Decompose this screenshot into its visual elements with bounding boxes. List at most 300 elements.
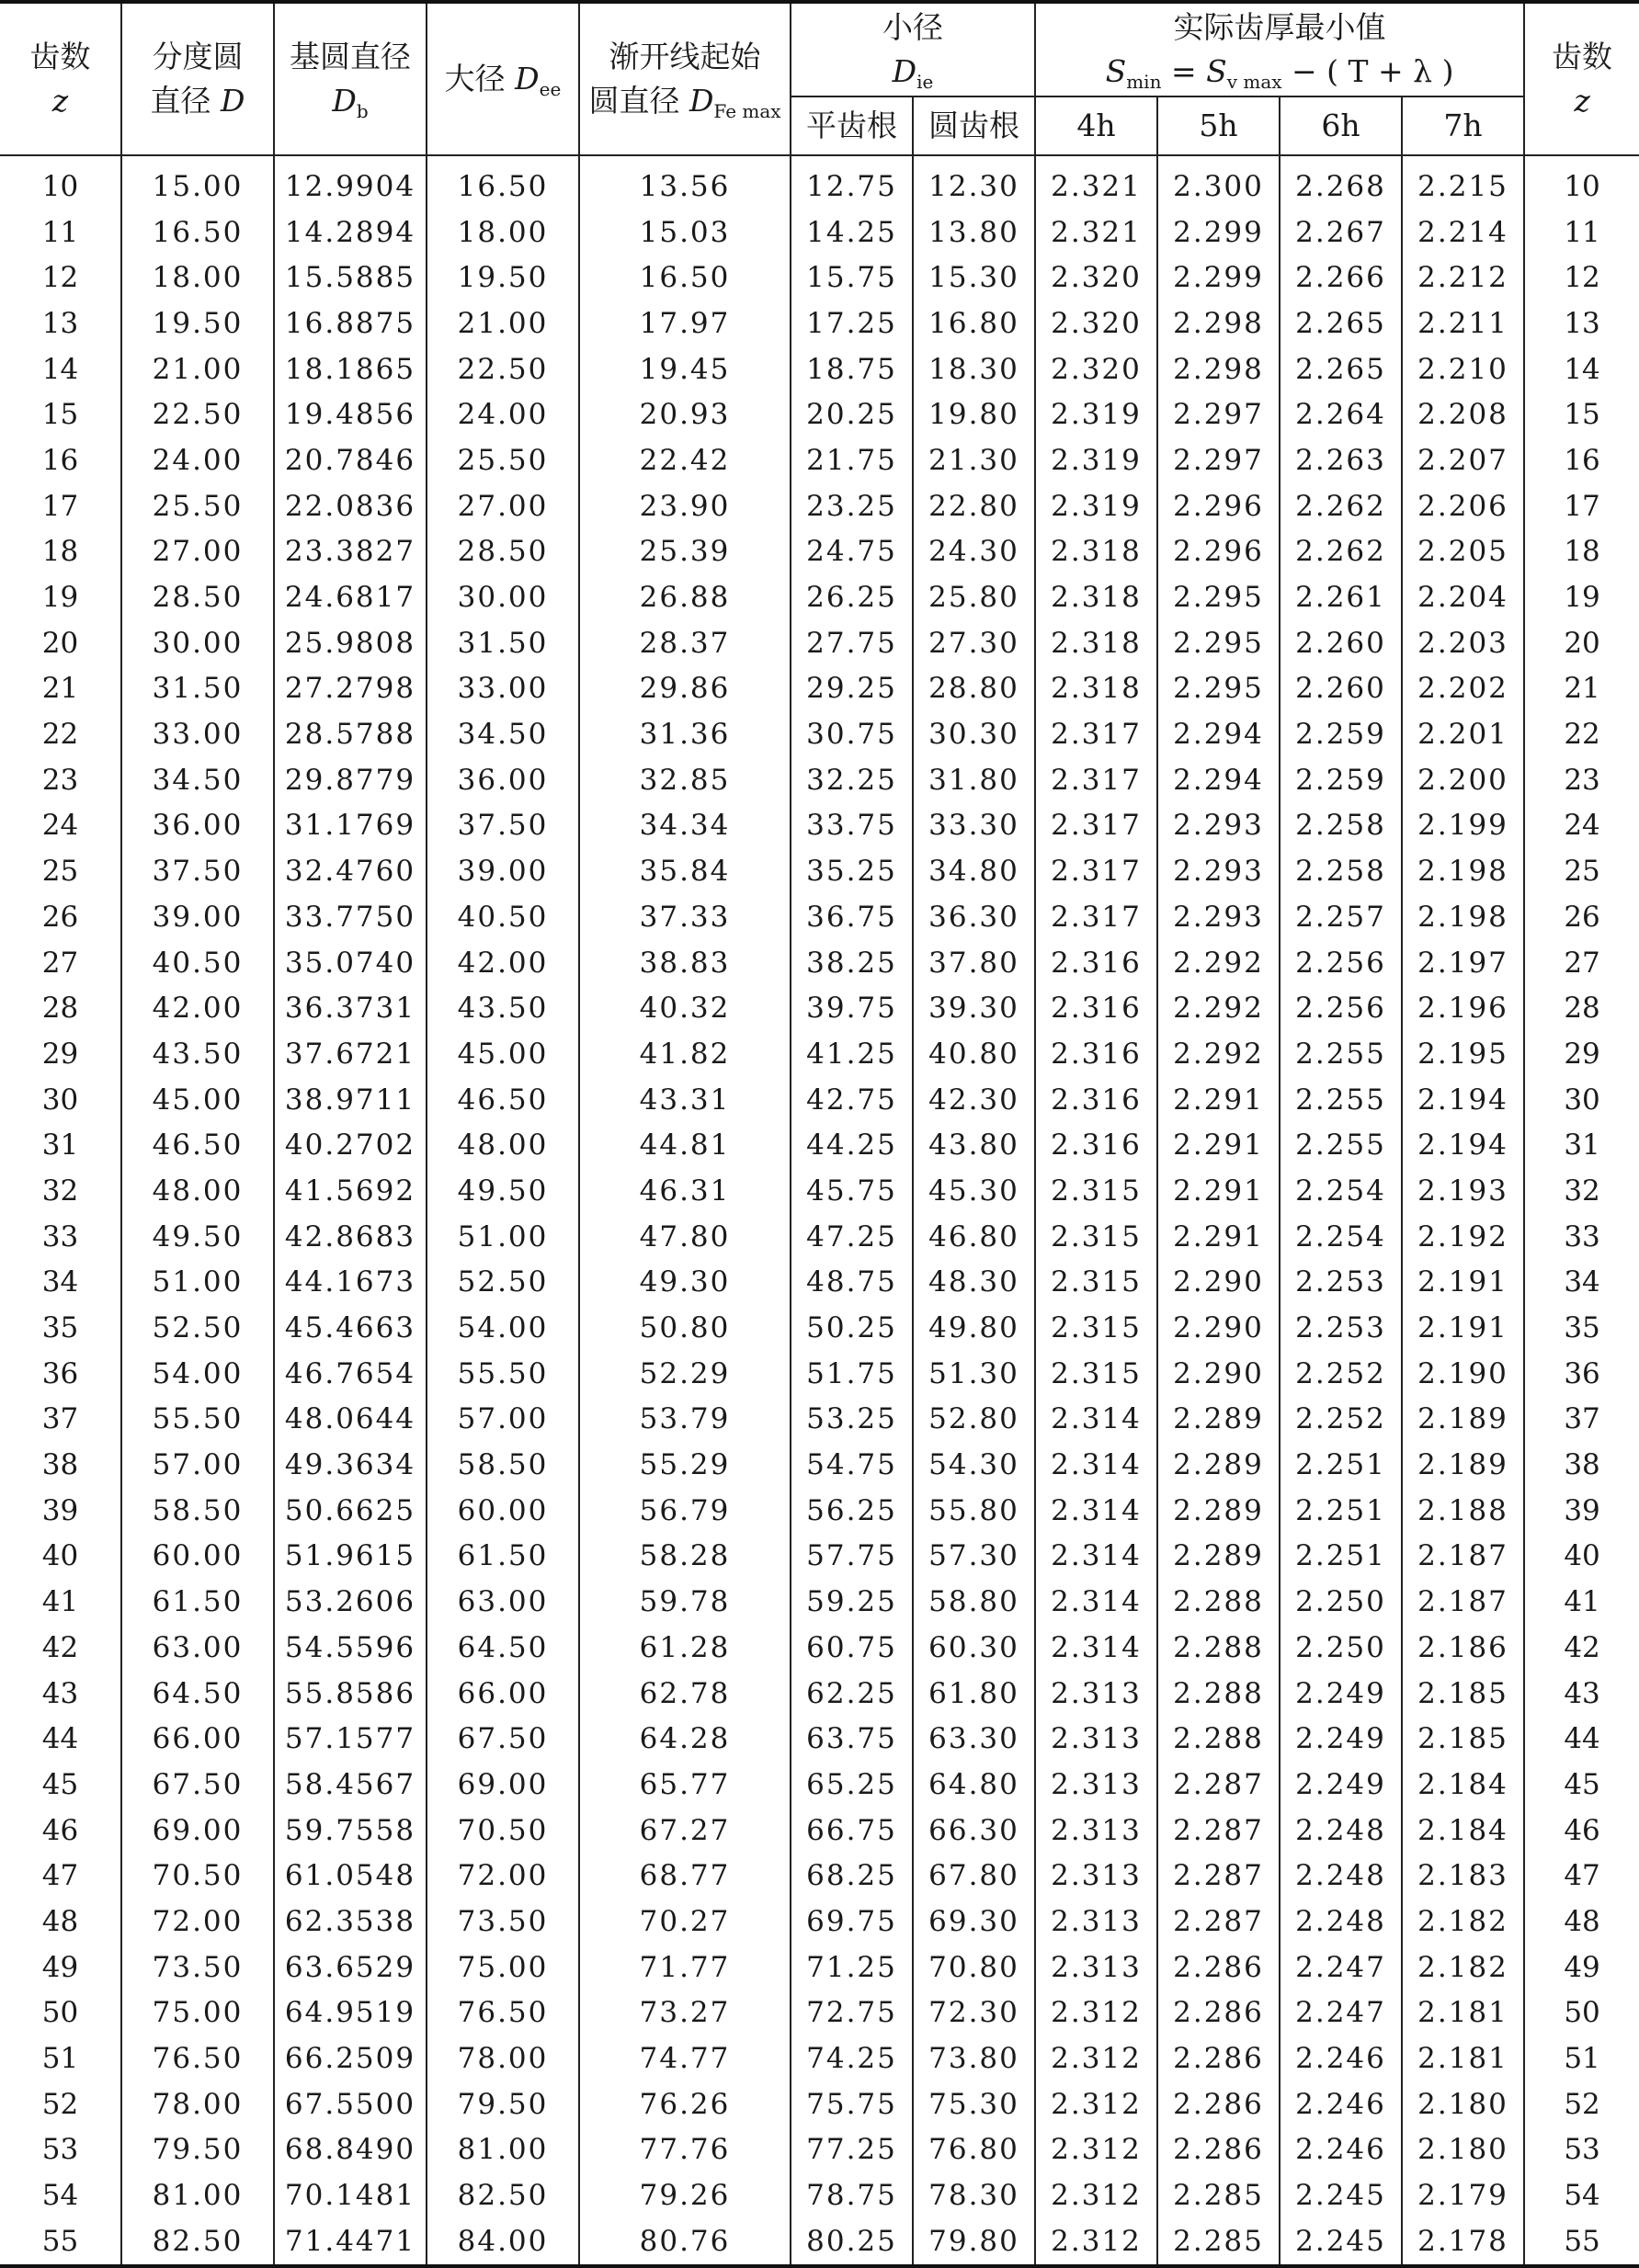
cell-base-diameter: 41.5692: [274, 1168, 427, 1214]
cell-tooth-count-right: 55: [1524, 2218, 1639, 2266]
cell-involute-start-diameter: 76.26: [579, 2081, 791, 2127]
cell-minor-dia-round-root: 45.30: [913, 1168, 1035, 1214]
cell-thickness-7h: 2.190: [1402, 1351, 1524, 1397]
cell-thickness-5h: 2.295: [1157, 666, 1280, 712]
cell-thickness-6h: 2.256: [1280, 940, 1402, 986]
cell-involute-start-diameter: 41.82: [579, 1031, 791, 1077]
cell-involute-start-diameter: 59.78: [579, 1579, 791, 1625]
table-row: [0, 2172, 1639, 2218]
cell-thickness-5h: 2.288: [1157, 1671, 1280, 1717]
cell-thickness-5h: 2.296: [1157, 529, 1280, 575]
header-tooth-count-right: 齿数 z: [1524, 2, 1639, 155]
cell-thickness-4h: 2.313: [1035, 1853, 1157, 1899]
cell-tooth-count: 22: [0, 711, 121, 757]
cell-minor-dia-round-root: 75.30: [913, 2081, 1035, 2127]
cell-major-diameter: 84.00: [427, 2218, 579, 2266]
cell-major-diameter: 30.00: [427, 574, 579, 620]
cell-thickness-7h: 2.204: [1402, 574, 1524, 620]
cell-tooth-count-right: 22: [1524, 711, 1639, 757]
table-row: [0, 1853, 1639, 1899]
cell-minor-dia-round-root: 18.30: [913, 346, 1035, 392]
table-row: [0, 1351, 1639, 1397]
cell-base-diameter: 53.2606: [274, 1579, 427, 1625]
cell-major-diameter: 16.50: [427, 155, 579, 210]
cell-major-diameter: 82.50: [427, 2172, 579, 2218]
table-row: [0, 2036, 1639, 2081]
cell-tooth-count: 12: [0, 255, 121, 301]
cell-base-diameter: 49.3634: [274, 1442, 427, 1488]
cell-involute-start-diameter: 25.39: [579, 529, 791, 575]
cell-minor-dia-flat-root: 39.75: [791, 985, 913, 1031]
cell-tooth-count: 18: [0, 529, 121, 575]
cell-minor-dia-round-root: 76.80: [913, 2127, 1035, 2173]
cell-minor-dia-round-root: 79.80: [913, 2218, 1035, 2266]
cell-thickness-5h: 2.286: [1157, 2036, 1280, 2081]
cell-thickness-5h: 2.286: [1157, 2127, 1280, 2173]
cell-tooth-count-right: 11: [1524, 210, 1639, 255]
cell-thickness-4h: 2.316: [1035, 1077, 1157, 1123]
cell-thickness-6h: 2.254: [1280, 1168, 1402, 1214]
cell-thickness-4h: 2.313: [1035, 1899, 1157, 1945]
cell-thickness-5h: 2.295: [1157, 574, 1280, 620]
cell-minor-dia-round-root: 51.30: [913, 1351, 1035, 1397]
cell-thickness-7h: 2.187: [1402, 1579, 1524, 1625]
table-row: [0, 1397, 1639, 1443]
cell-minor-dia-flat-root: 50.25: [791, 1305, 913, 1351]
cell-thickness-7h: 2.197: [1402, 940, 1524, 986]
cell-thickness-5h: 2.291: [1157, 1077, 1280, 1123]
cell-thickness-7h: 2.189: [1402, 1442, 1524, 1488]
cell-thickness-6h: 2.249: [1280, 1762, 1402, 1808]
cell-thickness-5h: 2.300: [1157, 155, 1280, 210]
cell-minor-dia-round-root: 25.80: [913, 574, 1035, 620]
cell-base-diameter: 28.5788: [274, 711, 427, 757]
cell-pitch-diameter: 73.50: [121, 1945, 274, 1990]
cell-major-diameter: 28.50: [427, 529, 579, 575]
cell-tooth-count: 17: [0, 483, 121, 529]
cell-minor-dia-round-root: 28.80: [913, 666, 1035, 712]
cell-tooth-count-right: 28: [1524, 985, 1639, 1031]
cell-minor-dia-round-root: 27.30: [913, 620, 1035, 666]
cell-pitch-diameter: 37.50: [121, 848, 274, 894]
cell-major-diameter: 67.50: [427, 1716, 579, 1762]
cell-tooth-count-right: 44: [1524, 1716, 1639, 1762]
cell-thickness-7h: 2.211: [1402, 301, 1524, 346]
cell-thickness-6h: 2.255: [1280, 1077, 1402, 1123]
cell-involute-start-diameter: 22.42: [579, 437, 791, 483]
cell-tooth-count: 51: [0, 2036, 121, 2081]
cell-minor-dia-round-root: 63.30: [913, 1716, 1035, 1762]
cell-involute-start-diameter: 56.79: [579, 1488, 791, 1534]
cell-tooth-count: 14: [0, 346, 121, 392]
cell-minor-dia-round-root: 16.80: [913, 301, 1035, 346]
table-row: [0, 1122, 1639, 1168]
table-row: [0, 1625, 1639, 1671]
cell-tooth-count: 55: [0, 2218, 121, 2266]
cell-base-diameter: 22.0836: [274, 483, 427, 529]
cell-minor-dia-flat-root: 48.75: [791, 1260, 913, 1306]
header-minor-diameter: 小径 $D_{ie}$: [791, 2, 1035, 96]
cell-tooth-count-right: 34: [1524, 1260, 1639, 1306]
header-tooth-count-left: 齿数 z: [0, 2, 121, 155]
cell-thickness-6h: 2.259: [1280, 757, 1402, 803]
cell-involute-start-diameter: 28.37: [579, 620, 791, 666]
cell-thickness-7h: 2.183: [1402, 1853, 1524, 1899]
cell-minor-dia-round-root: 72.30: [913, 1990, 1035, 2036]
cell-major-diameter: 33.00: [427, 666, 579, 712]
cell-thickness-4h: 2.312: [1035, 2172, 1157, 2218]
cell-tooth-count: 31: [0, 1122, 121, 1168]
cell-thickness-7h: 2.207: [1402, 437, 1524, 483]
cell-tooth-count: 30: [0, 1077, 121, 1123]
cell-thickness-4h: 2.315: [1035, 1214, 1157, 1260]
cell-minor-dia-round-root: 52.80: [913, 1397, 1035, 1443]
cell-minor-dia-flat-root: 63.75: [791, 1716, 913, 1762]
cell-thickness-6h: 2.250: [1280, 1625, 1402, 1671]
cell-base-diameter: 67.5500: [274, 2081, 427, 2127]
cell-thickness-5h: 2.287: [1157, 1762, 1280, 1808]
cell-thickness-7h: 2.180: [1402, 2127, 1524, 2173]
cell-tooth-count: 23: [0, 757, 121, 803]
cell-minor-dia-flat-root: 32.25: [791, 757, 913, 803]
cell-thickness-6h: 2.247: [1280, 1945, 1402, 1990]
cell-thickness-5h: 2.291: [1157, 1122, 1280, 1168]
table-row: [0, 155, 1639, 210]
cell-pitch-diameter: 33.00: [121, 711, 274, 757]
cell-thickness-5h: 2.292: [1157, 940, 1280, 986]
cell-minor-dia-flat-root: 35.25: [791, 848, 913, 894]
header-min-actual-tooth-thickness: 实际齿厚最小值 $S_{min} = S_{v max}$ − ( T + λ ): [1035, 2, 1524, 96]
cell-thickness-6h: 2.245: [1280, 2218, 1402, 2266]
cell-thickness-4h: 2.315: [1035, 1260, 1157, 1306]
cell-tooth-count-right: 25: [1524, 848, 1639, 894]
cell-minor-dia-round-root: 69.30: [913, 1899, 1035, 1945]
cell-thickness-4h: 2.317: [1035, 757, 1157, 803]
cell-thickness-5h: 2.290: [1157, 1260, 1280, 1306]
cell-thickness-6h: 2.262: [1280, 483, 1402, 529]
cell-tooth-count: 21: [0, 666, 121, 712]
cell-minor-dia-flat-root: 51.75: [791, 1351, 913, 1397]
cell-thickness-4h: 2.312: [1035, 2081, 1157, 2127]
cell-tooth-count: 29: [0, 1031, 121, 1077]
cell-thickness-6h: 2.262: [1280, 529, 1402, 575]
cell-involute-start-diameter: 19.45: [579, 346, 791, 392]
cell-thickness-4h: 2.321: [1035, 155, 1157, 210]
cell-thickness-5h: 2.298: [1157, 301, 1280, 346]
cell-major-diameter: 79.50: [427, 2081, 579, 2127]
cell-tooth-count-right: 51: [1524, 2036, 1639, 2081]
cell-thickness-7h: 2.194: [1402, 1077, 1524, 1123]
cell-thickness-7h: 2.195: [1402, 1031, 1524, 1077]
cell-pitch-diameter: 57.00: [121, 1442, 274, 1488]
cell-thickness-7h: 2.185: [1402, 1716, 1524, 1762]
cell-tooth-count: 36: [0, 1351, 121, 1397]
cell-involute-start-diameter: 74.77: [579, 2036, 791, 2081]
cell-minor-dia-flat-root: 12.75: [791, 155, 913, 210]
cell-thickness-4h: 2.315: [1035, 1168, 1157, 1214]
cell-thickness-4h: 2.314: [1035, 1625, 1157, 1671]
cell-thickness-5h: 2.299: [1157, 255, 1280, 301]
header-grade-4h: 4h: [1035, 96, 1157, 155]
cell-involute-start-diameter: 17.97: [579, 301, 791, 346]
cell-tooth-count: 38: [0, 1442, 121, 1488]
cell-thickness-7h: 2.200: [1402, 757, 1524, 803]
cell-thickness-7h: 2.191: [1402, 1305, 1524, 1351]
cell-base-diameter: 12.9904: [274, 155, 427, 210]
cell-thickness-4h: 2.318: [1035, 620, 1157, 666]
cell-minor-dia-round-root: 67.80: [913, 1853, 1035, 1899]
cell-minor-dia-flat-root: 38.25: [791, 940, 913, 986]
cell-thickness-6h: 2.268: [1280, 155, 1402, 210]
cell-base-diameter: 44.1673: [274, 1260, 427, 1306]
cell-major-diameter: 39.00: [427, 848, 579, 894]
cell-involute-start-diameter: 15.03: [579, 210, 791, 255]
table-row: [0, 1808, 1639, 1854]
cell-thickness-4h: 2.317: [1035, 711, 1157, 757]
cell-tooth-count-right: 29: [1524, 1031, 1639, 1077]
cell-minor-dia-round-root: 19.80: [913, 391, 1035, 437]
cell-minor-dia-flat-root: 74.25: [791, 2036, 913, 2081]
cell-base-diameter: 14.2894: [274, 210, 427, 255]
cell-tooth-count: 25: [0, 848, 121, 894]
cell-thickness-6h: 2.246: [1280, 2081, 1402, 2127]
cell-pitch-diameter: 58.50: [121, 1488, 274, 1534]
cell-tooth-count: 41: [0, 1579, 121, 1625]
cell-involute-start-diameter: 79.26: [579, 2172, 791, 2218]
cell-tooth-count: 15: [0, 391, 121, 437]
cell-minor-dia-round-root: 13.80: [913, 210, 1035, 255]
cell-involute-start-diameter: 26.88: [579, 574, 791, 620]
cell-tooth-count-right: 50: [1524, 1990, 1639, 2036]
cell-major-diameter: 34.50: [427, 711, 579, 757]
table-row: [0, 985, 1639, 1031]
cell-tooth-count-right: 37: [1524, 1397, 1639, 1443]
cell-base-diameter: 48.0644: [274, 1397, 427, 1443]
cell-involute-start-diameter: 68.77: [579, 1853, 791, 1899]
cell-tooth-count-right: 20: [1524, 620, 1639, 666]
cell-minor-dia-flat-root: 42.75: [791, 1077, 913, 1123]
cell-major-diameter: 78.00: [427, 2036, 579, 2081]
cell-thickness-5h: 2.297: [1157, 391, 1280, 437]
cell-tooth-count-right: 40: [1524, 1534, 1639, 1580]
cell-pitch-diameter: 48.00: [121, 1168, 274, 1214]
cell-pitch-diameter: 72.00: [121, 1899, 274, 1945]
cell-major-diameter: 72.00: [427, 1853, 579, 1899]
cell-thickness-6h: 2.254: [1280, 1214, 1402, 1260]
cell-pitch-diameter: 27.00: [121, 529, 274, 575]
cell-involute-start-diameter: 16.50: [579, 255, 791, 301]
header-major-diameter: 大径 $D_{ee}$: [427, 2, 579, 155]
cell-tooth-count-right: 30: [1524, 1077, 1639, 1123]
cell-thickness-5h: 2.295: [1157, 620, 1280, 666]
cell-thickness-5h: 2.287: [1157, 1899, 1280, 1945]
cell-thickness-6h: 2.266: [1280, 255, 1402, 301]
cell-minor-dia-flat-root: 26.25: [791, 574, 913, 620]
cell-pitch-diameter: 16.50: [121, 210, 274, 255]
cell-pitch-diameter: 55.50: [121, 1397, 274, 1443]
cell-minor-dia-flat-root: 68.25: [791, 1853, 913, 1899]
cell-thickness-4h: 2.315: [1035, 1305, 1157, 1351]
cell-pitch-diameter: 75.00: [121, 1990, 274, 2036]
cell-minor-dia-flat-root: 78.75: [791, 2172, 913, 2218]
cell-thickness-6h: 2.247: [1280, 1990, 1402, 2036]
cell-pitch-diameter: 63.00: [121, 1625, 274, 1671]
table-row: [0, 1671, 1639, 1717]
cell-thickness-6h: 2.252: [1280, 1397, 1402, 1443]
table-row: [0, 301, 1639, 346]
cell-major-diameter: 61.50: [427, 1534, 579, 1580]
cell-base-diameter: 51.9615: [274, 1534, 427, 1580]
cell-thickness-6h: 2.245: [1280, 2172, 1402, 2218]
cell-base-diameter: 23.3827: [274, 529, 427, 575]
cell-thickness-5h: 2.285: [1157, 2172, 1280, 2218]
cell-base-diameter: 45.4663: [274, 1305, 427, 1351]
cell-thickness-4h: 2.317: [1035, 803, 1157, 849]
cell-thickness-6h: 2.260: [1280, 666, 1402, 712]
cell-tooth-count: 45: [0, 1762, 121, 1808]
cell-tooth-count: 10: [0, 155, 121, 210]
cell-involute-start-diameter: 50.80: [579, 1305, 791, 1351]
cell-minor-dia-flat-root: 21.75: [791, 437, 913, 483]
cell-thickness-7h: 2.201: [1402, 711, 1524, 757]
cell-minor-dia-round-root: 43.80: [913, 1122, 1035, 1168]
cell-pitch-diameter: 66.00: [121, 1716, 274, 1762]
cell-thickness-6h: 2.252: [1280, 1351, 1402, 1397]
header-involute-start-diameter: 渐开线起始 圆直径 $D_{Fe max}$: [579, 2, 791, 155]
cell-involute-start-diameter: 38.83: [579, 940, 791, 986]
table-body: [0, 155, 1639, 2266]
cell-thickness-6h: 2.265: [1280, 301, 1402, 346]
cell-thickness-5h: 2.286: [1157, 2081, 1280, 2127]
cell-minor-dia-flat-root: 77.25: [791, 2127, 913, 2173]
cell-thickness-4h: 2.316: [1035, 1031, 1157, 1077]
cell-thickness-6h: 2.256: [1280, 985, 1402, 1031]
cell-tooth-count: 33: [0, 1214, 121, 1260]
cell-thickness-4h: 2.313: [1035, 1716, 1157, 1762]
table-row: [0, 1579, 1639, 1625]
cell-pitch-diameter: 25.50: [121, 483, 274, 529]
cell-thickness-7h: 2.180: [1402, 2081, 1524, 2127]
cell-base-diameter: 57.1577: [274, 1716, 427, 1762]
cell-tooth-count-right: 48: [1524, 1899, 1639, 1945]
cell-minor-dia-round-root: 64.80: [913, 1762, 1035, 1808]
cell-base-diameter: 24.6817: [274, 574, 427, 620]
cell-involute-start-diameter: 43.31: [579, 1077, 791, 1123]
cell-thickness-4h: 2.314: [1035, 1397, 1157, 1443]
cell-thickness-5h: 2.286: [1157, 1945, 1280, 1990]
cell-involute-start-diameter: 65.77: [579, 1762, 791, 1808]
cell-pitch-diameter: 24.00: [121, 437, 274, 483]
cell-minor-dia-round-root: 40.80: [913, 1031, 1035, 1077]
cell-major-diameter: 27.00: [427, 483, 579, 529]
cell-minor-dia-round-root: 66.30: [913, 1808, 1035, 1854]
table-row: [0, 437, 1639, 483]
thickness-formula: $S_{min} = S_{v max}$ − ( T + λ ): [1105, 53, 1454, 93]
cell-thickness-7h: 2.188: [1402, 1488, 1524, 1534]
cell-pitch-diameter: 42.00: [121, 985, 274, 1031]
cell-tooth-count: 32: [0, 1168, 121, 1214]
table-row: [0, 529, 1639, 575]
table-row: [0, 210, 1639, 255]
cell-minor-dia-round-root: 60.30: [913, 1625, 1035, 1671]
cell-base-diameter: 55.8586: [274, 1671, 427, 1717]
cell-base-diameter: 63.6529: [274, 1945, 427, 1990]
cell-major-diameter: 55.50: [427, 1351, 579, 1397]
table-row: [0, 574, 1639, 620]
cell-thickness-4h: 2.318: [1035, 574, 1157, 620]
cell-minor-dia-round-root: 61.80: [913, 1671, 1035, 1717]
header-grade-6h: 6h: [1280, 96, 1402, 155]
cell-minor-dia-round-root: 34.80: [913, 848, 1035, 894]
cell-minor-dia-flat-root: 69.75: [791, 1899, 913, 1945]
cell-thickness-7h: 2.182: [1402, 1899, 1524, 1945]
cell-minor-dia-round-root: 21.30: [913, 437, 1035, 483]
table-row: [0, 757, 1639, 803]
cell-thickness-4h: 2.313: [1035, 1671, 1157, 1717]
cell-thickness-6h: 2.258: [1280, 848, 1402, 894]
cell-thickness-6h: 2.249: [1280, 1716, 1402, 1762]
cell-thickness-6h: 2.261: [1280, 574, 1402, 620]
cell-base-diameter: 36.3731: [274, 985, 427, 1031]
cell-tooth-count: 48: [0, 1899, 121, 1945]
cell-tooth-count: 40: [0, 1534, 121, 1580]
cell-minor-dia-round-root: 12.30: [913, 155, 1035, 210]
cell-base-diameter: 59.7558: [274, 1808, 427, 1854]
cell-pitch-diameter: 31.50: [121, 666, 274, 712]
cell-tooth-count-right: 13: [1524, 301, 1639, 346]
cell-involute-start-diameter: 52.29: [579, 1351, 791, 1397]
cell-minor-dia-flat-root: 30.75: [791, 711, 913, 757]
cell-thickness-7h: 2.189: [1402, 1397, 1524, 1443]
cell-thickness-5h: 2.289: [1157, 1442, 1280, 1488]
cell-major-diameter: 54.00: [427, 1305, 579, 1351]
cell-base-diameter: 25.9808: [274, 620, 427, 666]
cell-thickness-5h: 2.294: [1157, 711, 1280, 757]
cell-pitch-diameter: 45.00: [121, 1077, 274, 1123]
cell-major-diameter: 58.50: [427, 1442, 579, 1488]
cell-base-diameter: 66.2509: [274, 2036, 427, 2081]
cell-tooth-count-right: 36: [1524, 1351, 1639, 1397]
cell-involute-start-diameter: 46.31: [579, 1168, 791, 1214]
cell-tooth-count-right: 52: [1524, 2081, 1639, 2127]
cell-tooth-count-right: 18: [1524, 529, 1639, 575]
cell-pitch-diameter: 70.50: [121, 1853, 274, 1899]
cell-thickness-4h: 2.317: [1035, 894, 1157, 940]
cell-tooth-count: 26: [0, 894, 121, 940]
cell-minor-dia-round-root: 70.80: [913, 1945, 1035, 1990]
cell-thickness-5h: 2.291: [1157, 1168, 1280, 1214]
table-row: [0, 1990, 1639, 2036]
header-round-root: 圆齿根: [913, 96, 1035, 155]
cell-base-diameter: 31.1769: [274, 803, 427, 849]
cell-involute-start-diameter: 20.93: [579, 391, 791, 437]
cell-thickness-6h: 2.248: [1280, 1808, 1402, 1854]
table-row: [0, 1260, 1639, 1306]
cell-thickness-6h: 2.250: [1280, 1579, 1402, 1625]
cell-minor-dia-round-root: 22.80: [913, 483, 1035, 529]
cell-minor-dia-round-root: 58.80: [913, 1579, 1035, 1625]
cell-thickness-6h: 2.251: [1280, 1442, 1402, 1488]
cell-involute-start-diameter: 61.28: [579, 1625, 791, 1671]
cell-minor-dia-flat-root: 56.25: [791, 1488, 913, 1534]
cell-minor-dia-flat-root: 53.25: [791, 1397, 913, 1443]
cell-thickness-4h: 2.312: [1035, 2218, 1157, 2266]
cell-thickness-4h: 2.320: [1035, 255, 1157, 301]
cell-minor-dia-round-root: 55.80: [913, 1488, 1035, 1534]
cell-thickness-6h: 2.255: [1280, 1122, 1402, 1168]
table-row: [0, 2127, 1639, 2173]
cell-base-diameter: 64.9519: [274, 1990, 427, 2036]
